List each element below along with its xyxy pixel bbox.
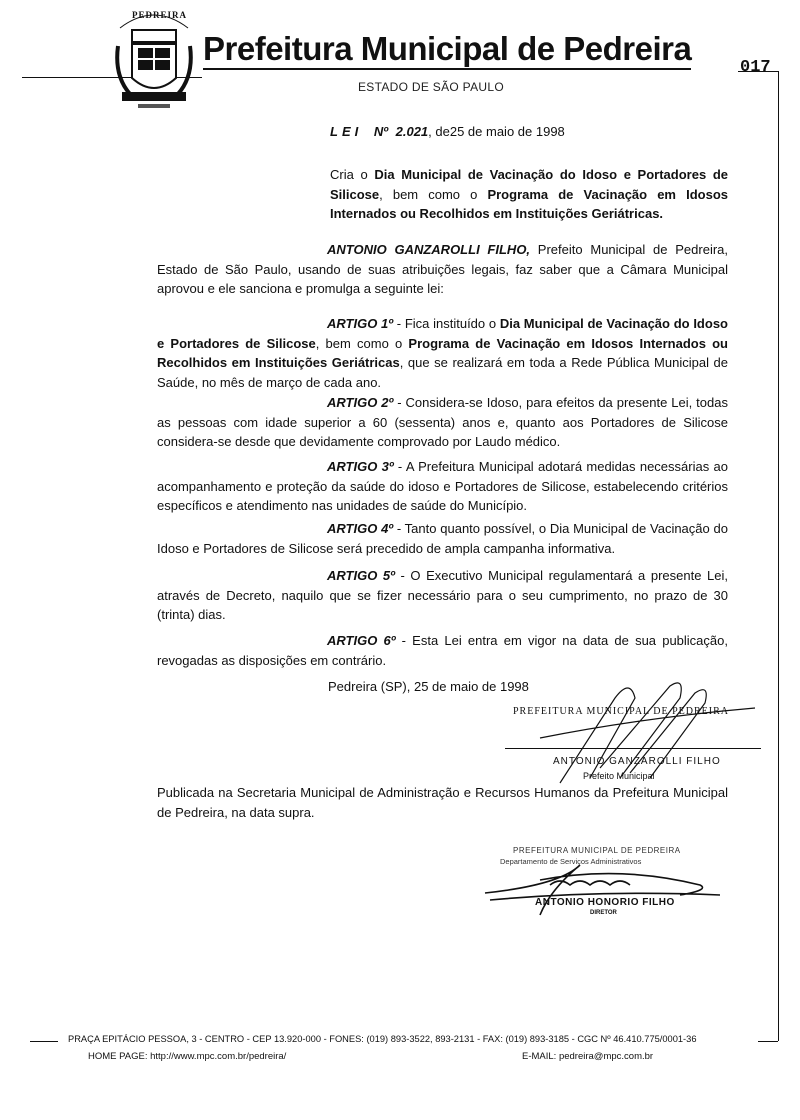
stamp2-role: DIRETOR [590,910,617,916]
article-1 [157,314,728,392]
law-heading [330,124,565,139]
preamble [157,240,728,299]
article-text: , bem como o [315,335,409,351]
article-label: ARTIGO 6º [327,633,396,648]
coat-of-arms-logo [112,6,196,120]
article-4 [157,519,728,558]
article-label: ARTIGO 3º [327,459,394,474]
footer-left-rule [30,1041,58,1042]
article-3 [157,457,728,516]
summary-text: , bem como o [379,186,488,202]
mayor-signature [520,678,760,788]
director-signature [480,855,730,920]
footer-email[interactable]: E-MAIL: pedreira@mpc.com.br [522,1051,654,1062]
page-number: 017 [740,58,771,77]
article-text: - O Executivo Municipal regulamentará a presente Lei, através de Decreto, naquilo que se fizer necessário para o seu cumprimento, no prazo de 30 (trinta) dias. [157,568,728,622]
article-text: - Tanto quanto possível, o Dia Municipal de Vacinação do Idoso e Portadores de Silicose será precedido de ampla campanha informativa. [157,521,728,556]
article-label: ARTIGO 2º [327,395,394,410]
article-label: ARTIGO 1º [327,316,394,331]
footer-homepage[interactable]: HOME PAGE: http://www.mpc.com.br/pedreira/ [88,1051,287,1062]
footer-address: PRAÇA EPITÁCIO PESSOA, 3 - CENTRO - CEP 13.920-000 - FONES: (019) 893-3522, 893-2131 - FAX: (019) 893-3185 - CGC Nº 46.410.775/0001-36 [68,1034,697,1044]
stamp2-org: PREFEITURA MUNICIPAL DE PEDREIRA [513,846,681,855]
article-label: ARTIGO 5º [327,568,395,583]
article-text: - A Prefeitura Municipal adotará medidas necessárias ao acompanhamento e proteção da saúde do idoso e Portadores de Silicose, estabelecendo critérios específicos e atendimento nas unidades de saúde do Município. [157,459,728,513]
publication-note: Publicada na Secretaria Municipal de Administração e Recursos Humanos da Prefeitura Municipal de Pedreira, na data supra. [157,785,728,820]
article-text: - Considera-se Idoso, para efeitos da presente Lei, todas as pessoas com idade superior a 60 (sessenta) anos e, quanto aos Portadores de Silicose considera-se desde que devidamente comprovado por Laudo médico. [157,395,728,449]
preamble-text: Prefeito Municipal de Pedreira, Estado de São Paulo, usando de suas atribuições legais, faz saber que a Câmara Municipal aprovou e ele sanciona e promulga a seguinte lei: [157,242,729,296]
article-text: - Fica instituído o [393,316,500,331]
letterhead-state: ESTADO DE SÃO PAULO [358,80,504,94]
footer-right-rule [758,1041,778,1042]
article-label: ARTIGO 4º [327,521,394,536]
article-2 [157,393,728,452]
article-text: , que se realizará em toda a Rede Pública Municipal de Saúde, no mês de março de cada ano. [157,355,728,390]
article-bold: Programa de Vacinação em Idosos Internados ou Recolhidos em Instituições Geriátricas [157,335,728,370]
law-number: 2.021 [395,124,429,139]
stamp2-name: ANTONIO HONORIO FILHO [535,897,675,908]
letterhead-title: Prefeitura Municipal de Pedreira [203,30,691,70]
summary-text: Cria o [330,167,375,182]
mayor-name: ANTONIO GANZAROLLI FILHO, [327,242,531,257]
article-5 [157,566,728,625]
law-lei: LEI [330,124,363,139]
crest-text: PEDREIRA [132,10,188,20]
stamp1-role: Prefeito Municipal [583,771,655,781]
stamp1-name: ANTONIO GANZAROLLI FILHO [553,756,721,767]
law-date: , de25 de maio de 1998 [428,124,565,139]
frame-right-line [778,71,779,1041]
place-date: Pedreira (SP), 25 de maio de 1998 [328,679,529,694]
summary-bold: Programa de Vacinação em Idosos Internados ou Recolhidos em Instituições Geriátricas. [330,186,728,221]
stamp1-org: PREFEITURA MUNICIPAL DE PEDREIRA [513,706,729,717]
article-text: - Esta Lei entra em vigor na data de sua publicação, revogadas as disposições em contrário. [157,633,728,668]
stamp2-dept: Departamento de Serviços Administrativos [500,857,642,866]
law-n-label: Nº [373,124,388,139]
summary-bold: Dia Municipal de Vacinação do Idoso e Portadores de Silicose [330,167,729,202]
article-bold: Dia Municipal de Vacinação do Idoso e Portadores de Silicose [157,316,728,351]
law-summary [330,165,728,224]
article-6 [157,631,728,670]
